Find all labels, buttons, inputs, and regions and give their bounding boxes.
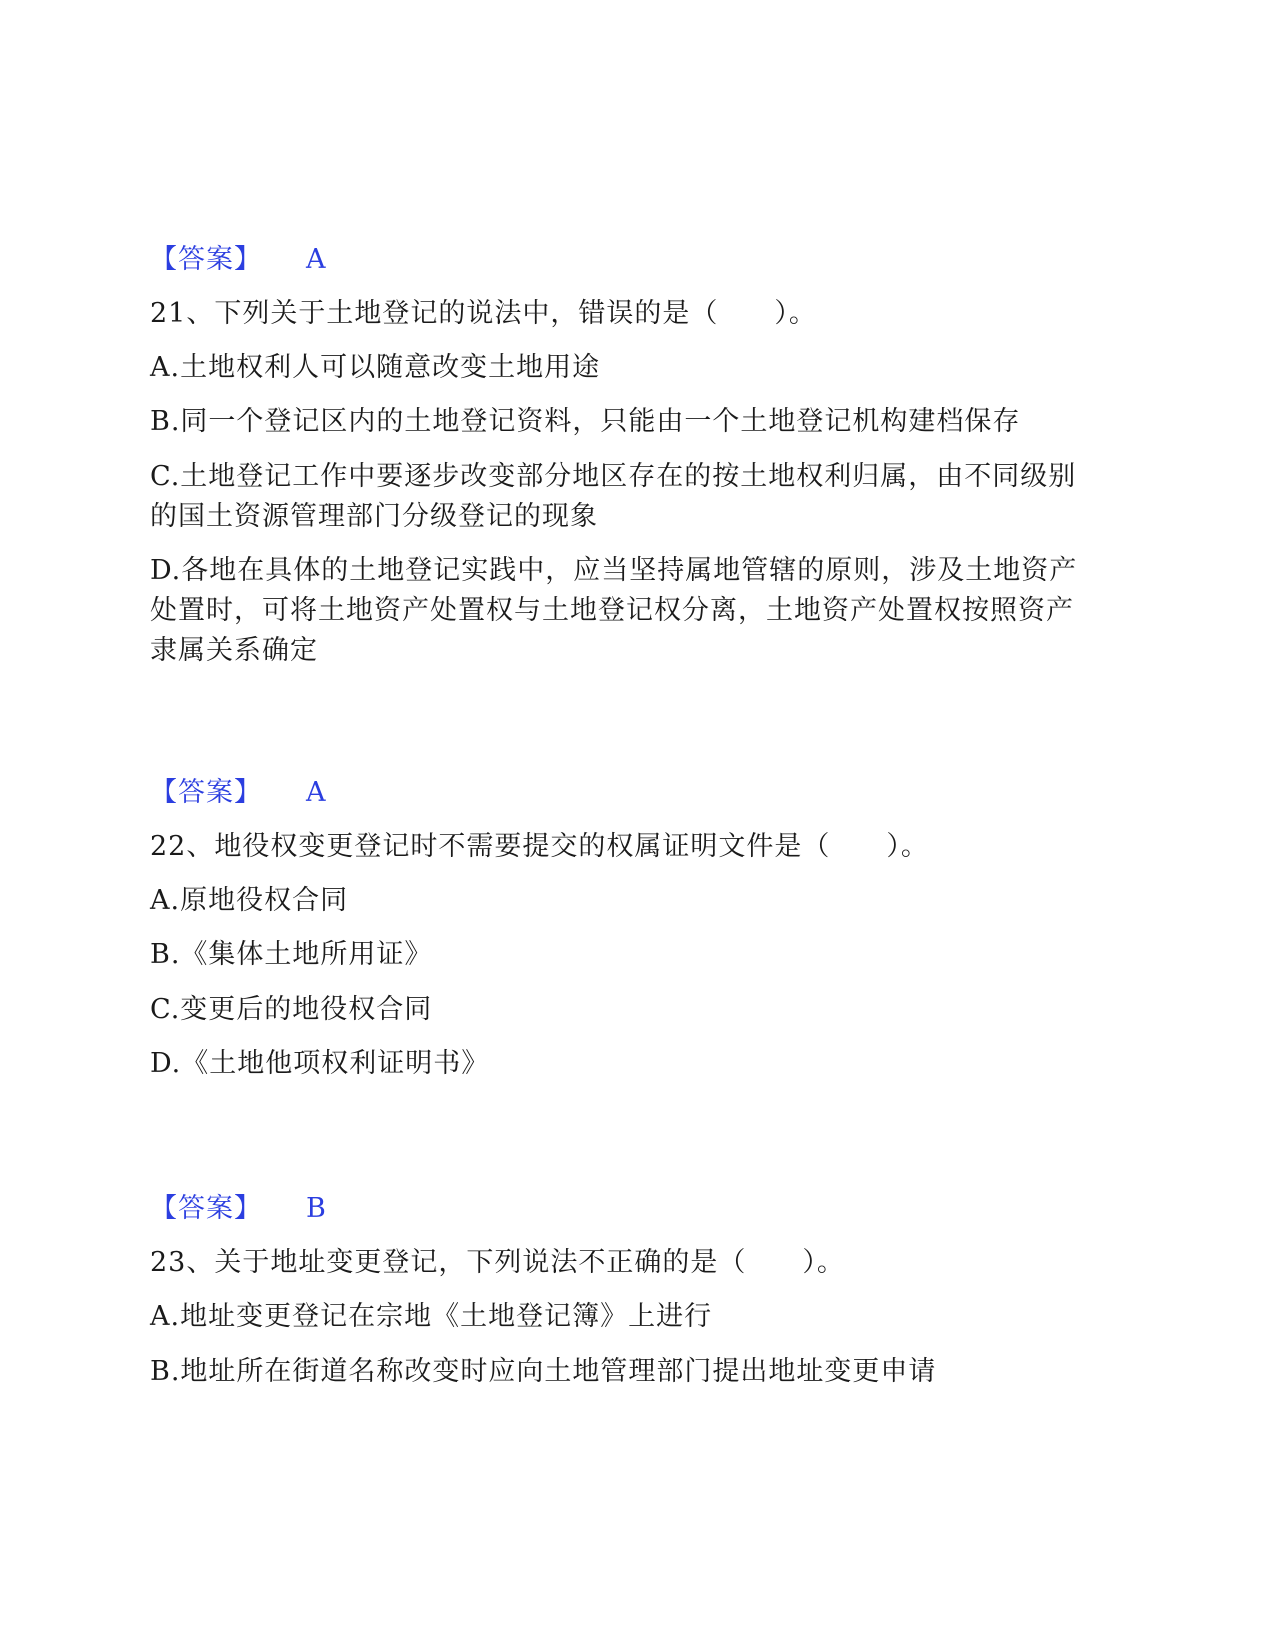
- option-22-b: B.《集体土地所用证》: [150, 939, 433, 970]
- option-21-d-line-2: 处置时，可将土地资产处置权与土地登记权分离，土地资产处置权按照资产: [150, 595, 1074, 626]
- option-23-a: A.地址变更登记在宗地《土地登记簿》上进行: [150, 1301, 713, 1332]
- answer-line-3: [150, 1189, 327, 1229]
- option-23-b: B.地址所在街道名称改变时应向土地管理部门提出地址变更申请: [150, 1356, 937, 1387]
- answer-label: 【答案】: [150, 777, 262, 808]
- option-22-d: D.《土地他项权利证明书》: [150, 1048, 490, 1079]
- question-22: 22、地役权变更登记时不需要提交的权属证明文件是（ ）。: [150, 831, 929, 862]
- option-21-b: B.同一个登记区内的土地登记资料，只能由一个土地登记机构建档保存: [150, 406, 1021, 437]
- answer-value: B: [306, 1193, 327, 1224]
- option-21-d-line-3: 隶属关系确定: [150, 635, 318, 666]
- option-21-a: A.土地权利人可以随意改变土地用途: [150, 352, 601, 383]
- question-21: 21、下列关于土地登记的说法中，错误的是（ ）。: [150, 298, 817, 329]
- answer-label: 【答案】: [150, 244, 262, 275]
- option-22-a: A.原地役权合同: [150, 885, 349, 916]
- question-23: 23、关于地址变更登记，下列说法不正确的是（ ）。: [150, 1247, 845, 1278]
- option-21-c-line-2: 的国土资源管理部门分级登记的现象: [150, 501, 598, 532]
- answer-line-2: [150, 773, 327, 813]
- answer-line-1: [150, 240, 327, 280]
- option-22-c: C.变更后的地役权合同: [150, 994, 433, 1025]
- option-21-d-line-1: D.各地在具体的土地登记实践中，应当坚持属地管辖的原则，涉及土地资产: [150, 555, 1078, 586]
- answer-label: 【答案】: [150, 1193, 262, 1224]
- option-21-c-line-1: C.土地登记工作中要逐步改变部分地区存在的按土地权利归属，由不同级别: [150, 461, 1077, 492]
- answer-value: A: [306, 244, 327, 275]
- answer-value: A: [306, 777, 327, 808]
